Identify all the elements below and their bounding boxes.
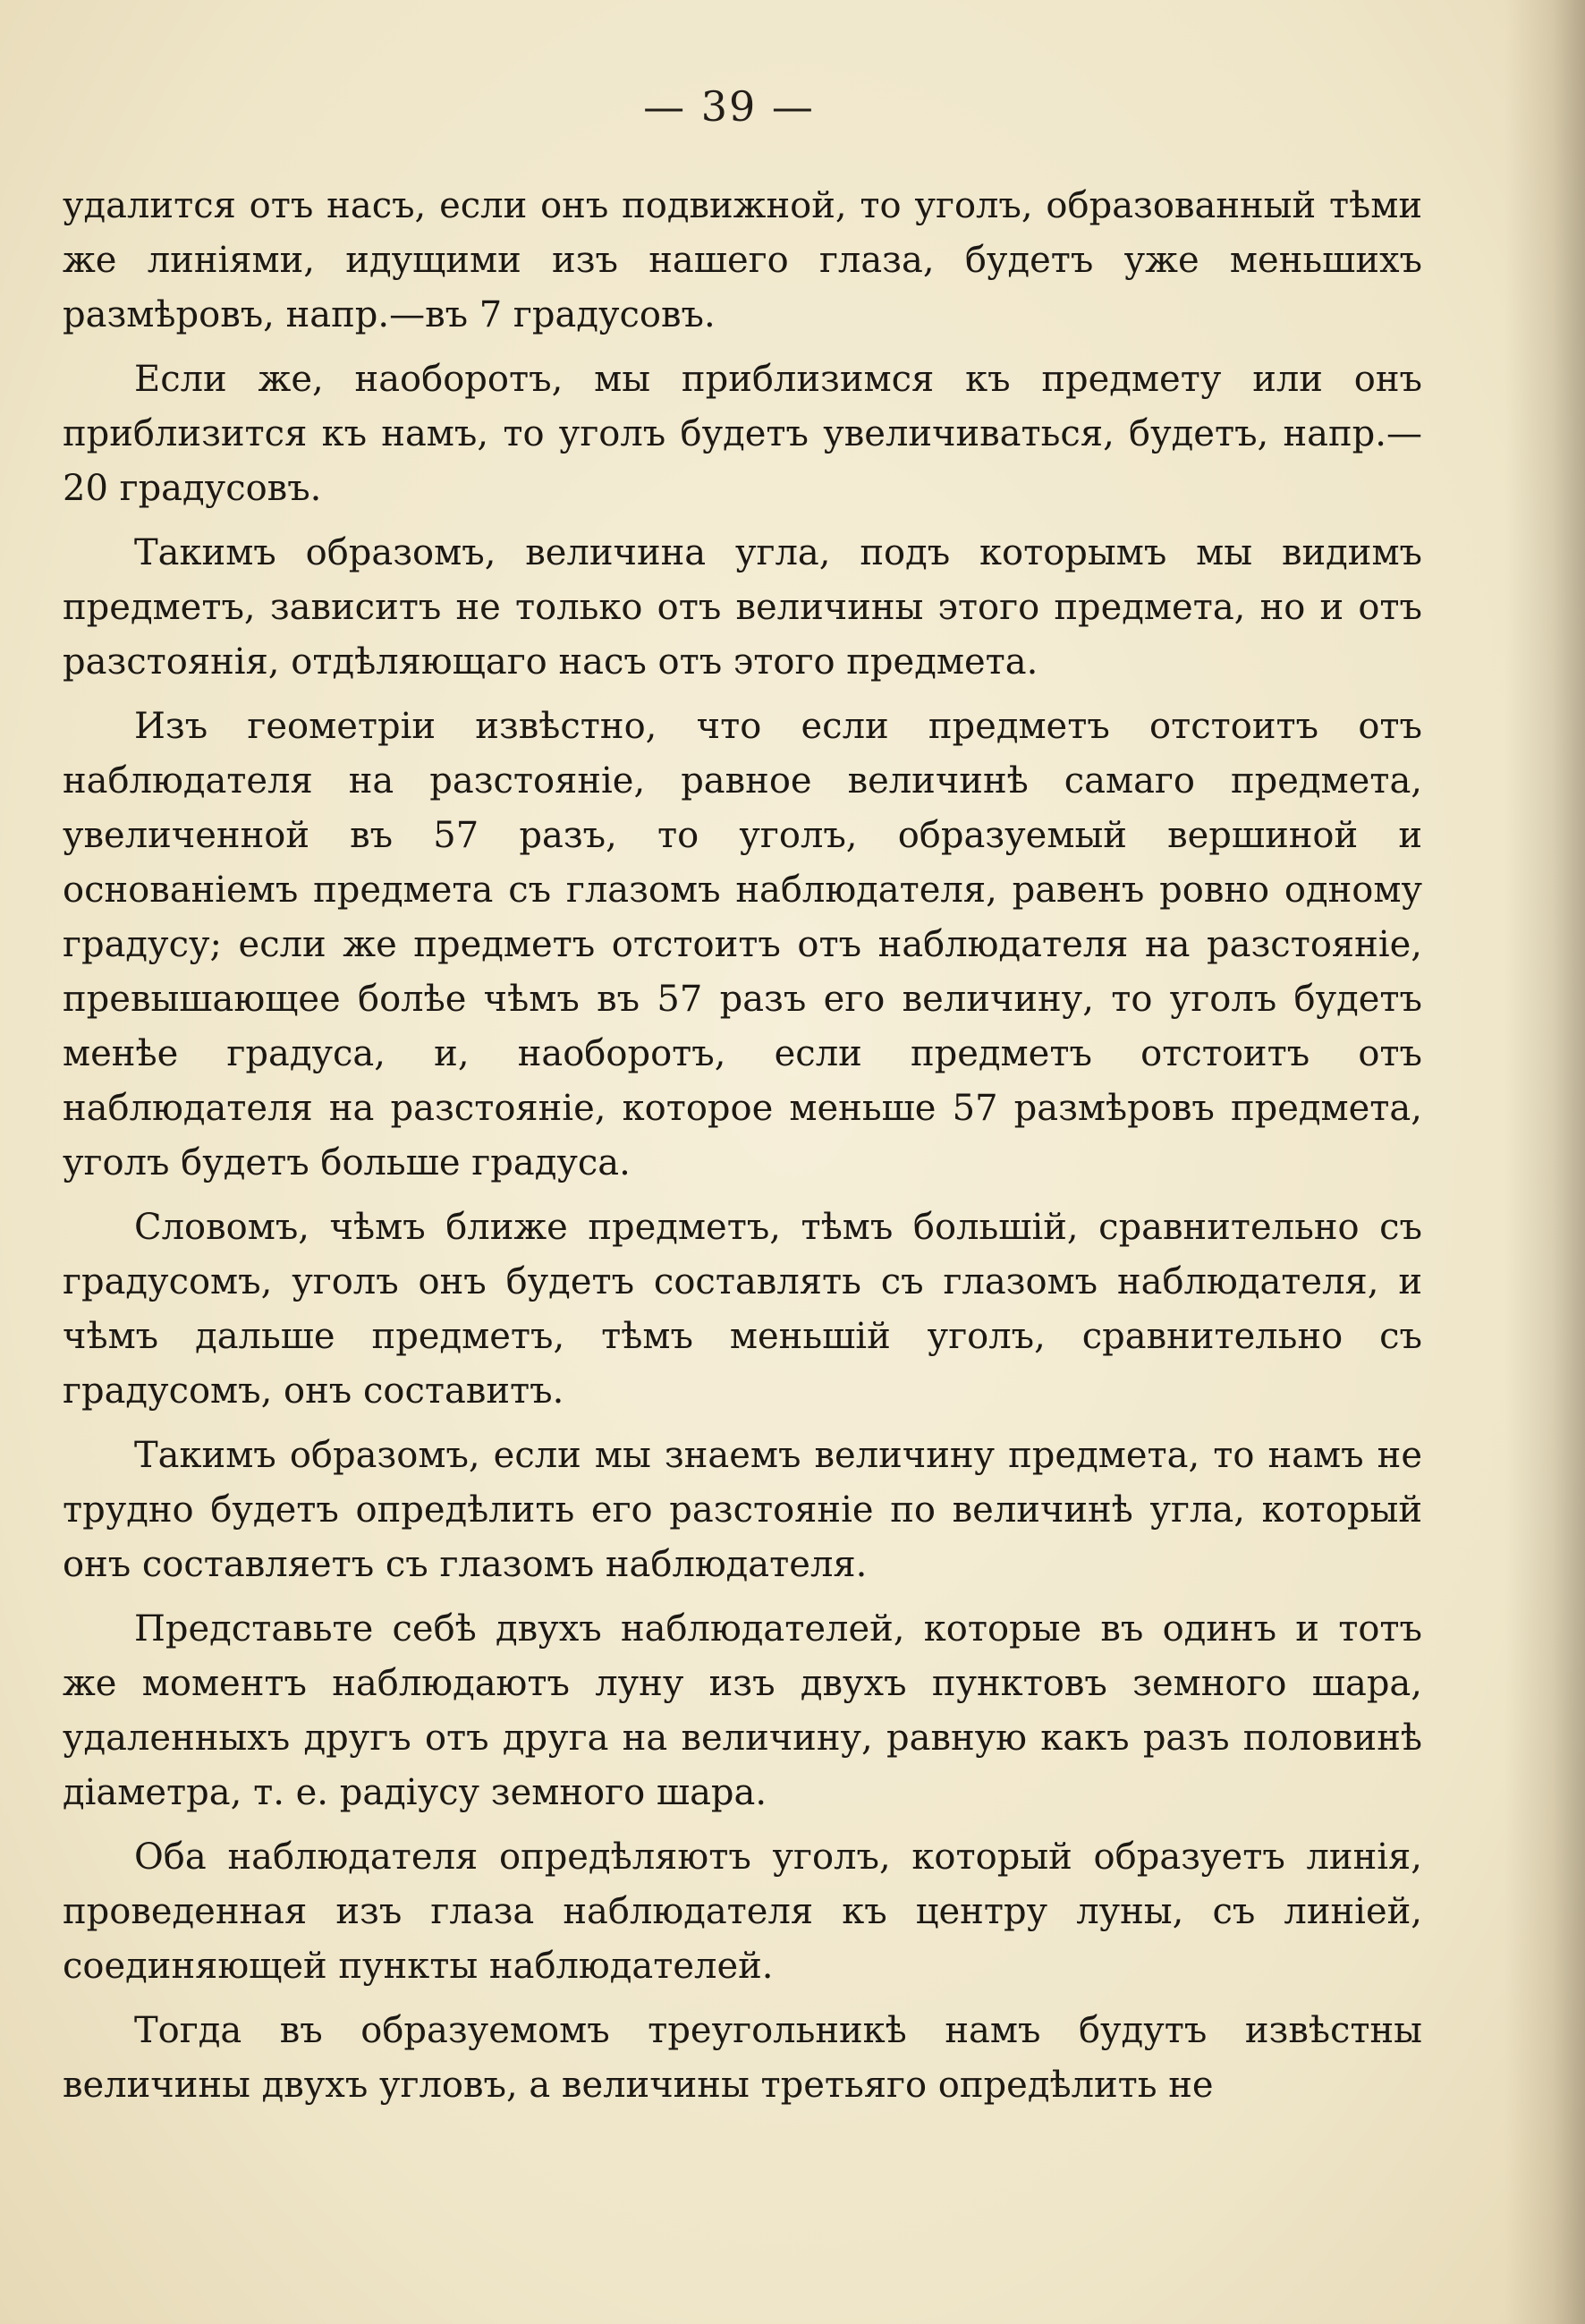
page-number: — 39 —	[643, 82, 815, 131]
paragraph-7: Представьте себѣ двухъ наблюдателей, которые въ одинъ и тотъ же моментъ наблюдаютъ луну изъ двухъ пунктовъ земного шара, удаленныхъ другъ отъ друга на величину, равную какъ разъ половинѣ діаметра, т. е. радіусу земного шара.	[63, 1608, 1422, 1813]
paragraph-1: удалится отъ насъ, если онъ подвижной, то уголъ, образованный тѣми же линіями, идущими изъ нашего глаза, будетъ уже меньшихъ размѣровъ, напр.—въ 7 градусовъ.	[63, 185, 1422, 335]
paragraph-4: Изъ геометріи извѣстно, что если предметъ отстоитъ отъ наблюдателя на разстояніе, равное величинѣ самаго предмета, увеличенной въ 57 разъ, то уголъ, образуемый вершиной и основаніемъ предмета съ глазомъ наблюдателя, равенъ ровно одному градусу; если же предметъ отстоитъ отъ наблюдателя на разстояніе, превышающее болѣе чѣмъ въ 57 разъ его величину, то уголъ будетъ менѣе градуса, и, наоборотъ, если предметъ отстоитъ отъ наблюдателя на разстояніе, которое меньше 57 размѣровъ предмета, уголъ будетъ больше градуса.	[63, 706, 1422, 1183]
paragraph-8: Оба наблюдателя опредѣляютъ уголъ, который образуетъ линія, проведенная изъ глаза наблюдателя къ центру луны, съ линіей, соединяющей пункты наблюдателей.	[63, 1836, 1422, 1987]
page-edge-shadow	[1504, 0, 1585, 2324]
paragraph-9: Тогда въ образуемомъ треугольникѣ намъ будутъ извѣстны величины двухъ угловъ, а величины третьяго опредѣлить не	[63, 2010, 1422, 2106]
paragraph-5: Словомъ, чѣмъ ближе предметъ, тѣмъ большій, сравнительно съ градусомъ, уголъ онъ будетъ составлять съ глазомъ наблюдателя, и чѣмъ дальше предметъ, тѣмъ меньшій уголъ, сравнительно съ градусомъ, онъ составитъ.	[63, 1207, 1422, 1412]
paragraph-6: Такимъ образомъ, если мы знаемъ величину предмета, то намъ не трудно будетъ опредѣлить его разстояніе по величинѣ угла, который онъ составляетъ съ глазомъ наблюдателя.	[63, 1435, 1422, 1585]
body-text	[63, 179, 1422, 2123]
paragraph-2: Если же, наоборотъ, мы приблизимся къ предмету или онъ приблизится къ намъ, то уголъ будетъ увеличиваться, будетъ, напр.—20 градусовъ.	[63, 359, 1422, 509]
paragraph-3: Такимъ образомъ, величина угла, подъ которымъ мы видимъ предметъ, зависитъ не только отъ величины этого предмета, но и отъ разстоянія, отдѣляющаго насъ отъ этого предмета.	[63, 532, 1422, 683]
